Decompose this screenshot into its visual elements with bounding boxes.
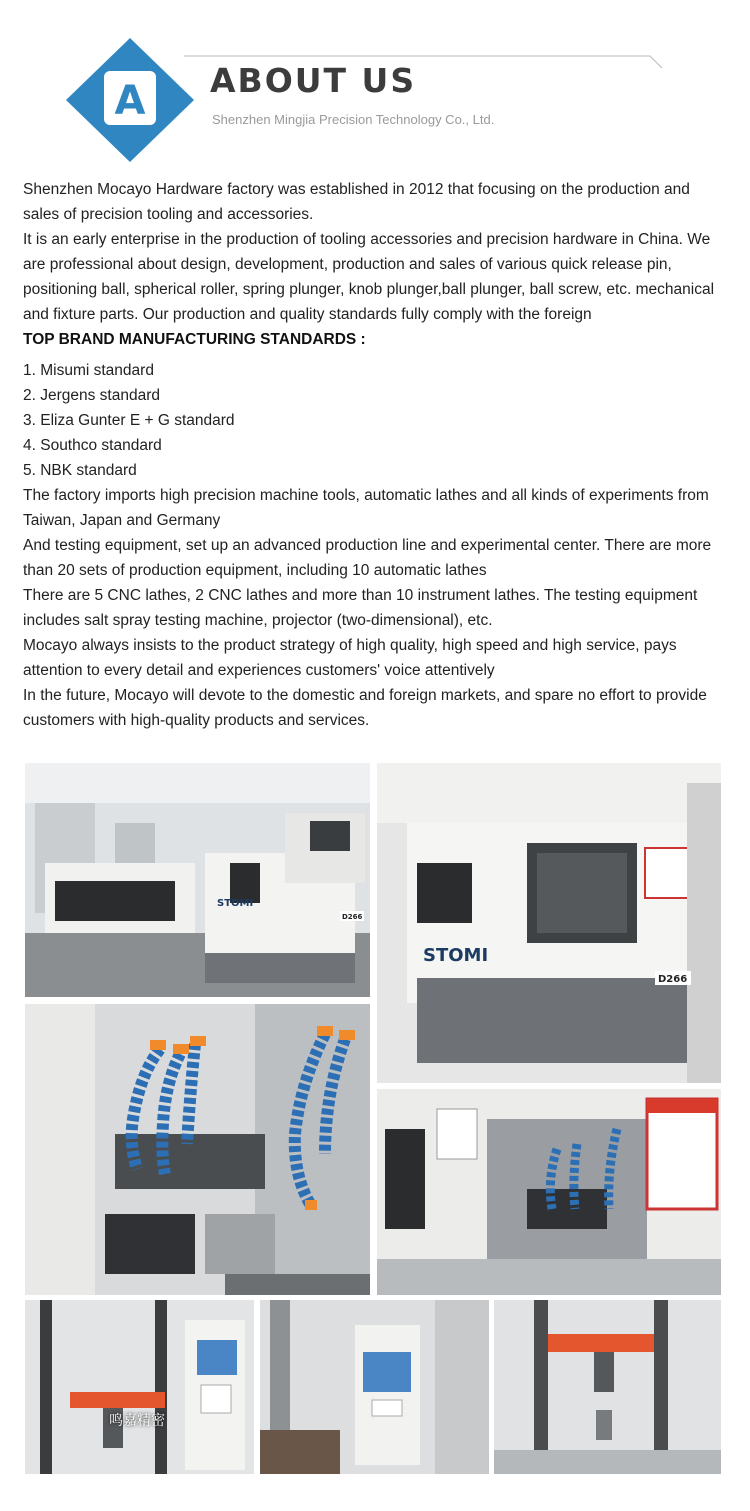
tester-frame-photo	[494, 1300, 721, 1474]
company-subtitle: Shenzhen Mingjia Precision Technology Co., Ltd.	[212, 112, 495, 127]
coolant-hoses-photo	[25, 1004, 370, 1295]
body-paragraph: Mocayo always insists to the product strategy of high quality, high speed and high service, pays attention to every detail and experiences customers' voice attentively	[23, 637, 677, 679]
body-paragraph: In the future, Mocayo will devote to the domestic and foreign markets, and spare no effort to provide customers with high-quality products and services.	[23, 687, 707, 729]
machine-interior-photo	[377, 1089, 721, 1295]
standard-item: 1. Misumi standard	[23, 362, 154, 379]
machine-model-label: D266	[658, 974, 688, 985]
watermark-text: 鸣嘉精密	[109, 1412, 165, 1428]
about-header	[0, 0, 750, 175]
body-paragraph: There are 5 CNC lathes, 2 CNC lathes and more than 10 instrument lathes. The testing equipment includes salt spray testing machine, projector (two-dimensional), etc.	[23, 587, 698, 629]
body-paragraph: And testing equipment, set up an advanced production line and experimental center. There are more than 20 sets of production equipment, including 10 automatic lathes	[23, 537, 712, 579]
logo-letter: A	[114, 78, 146, 124]
machine-brand-label: STOMI	[217, 898, 254, 909]
standard-item: 5. NBK standard	[23, 462, 137, 479]
standard-item: 4. Southco standard	[23, 437, 162, 454]
machine-brand-label: STOMI	[423, 945, 489, 966]
body-paragraph: The factory imports high precision machine tools, automatic lathes and all kinds of experiments from Taiwan, Japan and Germany	[23, 487, 709, 529]
machine-model-label: D266	[342, 913, 363, 921]
workshop-photo	[25, 763, 370, 997]
tensile-tester-photo	[25, 1300, 254, 1474]
intro-paragraph: Shenzhen Mocayo Hardware factory was established in 2012 that focusing on the production and sales of precision tooling and accessories.	[23, 181, 690, 223]
about-body	[23, 177, 728, 733]
tester-controller-photo	[260, 1300, 489, 1474]
page-title: ABOUT US	[210, 61, 417, 100]
standards-heading: TOP BRAND MANUFACTURING STANDARDS :	[23, 331, 366, 348]
standard-item: 2. Jergens standard	[23, 387, 161, 404]
lathe-machine-photo	[377, 763, 721, 1083]
intro-paragraph: It is an early enterprise in the production of tooling accessories and precision hardware in China. We are professional about design, development, production and sales of various quick release pin, positioning ball, spherical roller, spring plunger, knob plunger,ball plunger, ball screw, etc. mechanical and fixture parts. Our production and quality standards fully comply with the foreign	[23, 231, 715, 323]
standard-item: 3. Eliza Gunter E + G standard	[23, 412, 235, 429]
